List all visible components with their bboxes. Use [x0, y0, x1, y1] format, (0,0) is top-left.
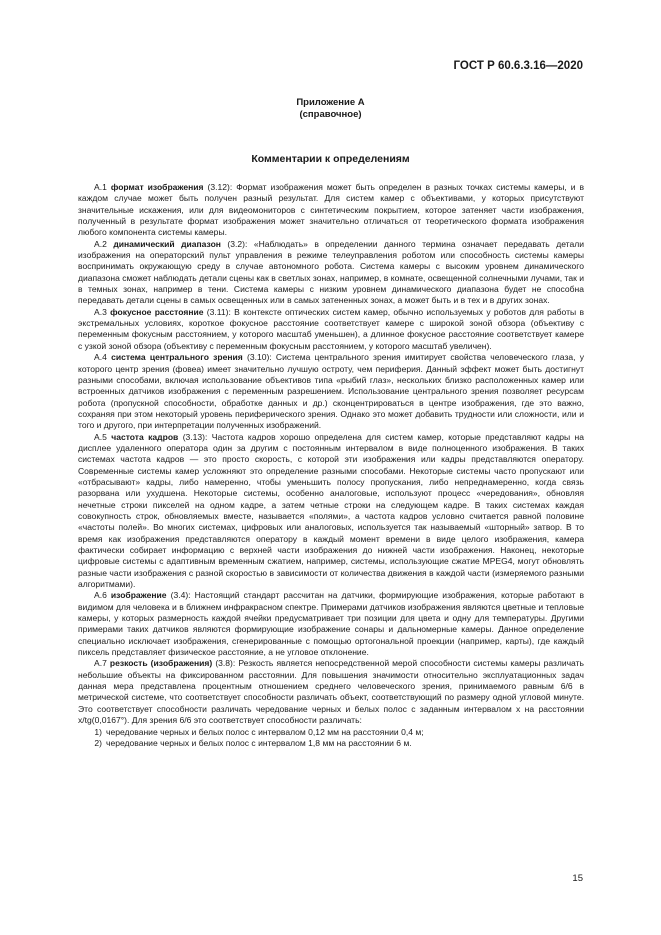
defined-term: динамический диапазон — [113, 238, 221, 249]
list-item-number: 1) — [94, 726, 102, 737]
list-item — [78, 727, 584, 738]
standard-designation: ГОСТ Р 60.6.3.16—2020 — [453, 60, 583, 72]
defined-term: система центрального зрения — [111, 352, 243, 363]
paragraph-text: (3.8): Резкость является непосредственной мерой способности системы камеры различать небольшие объекты на фиксированном расстоянии. Для повышения значимости относительно эксплуатационных задач данная мера представлена процентным отношением среднего человеческого зрения, принимаемого равным 6/6 в метрической системе, что соответствует способности различать объект, соответствующий по размеру одной угловой минуте. Это соответствует способности различать чередование черных и белых полос с заданным интервалом x на расстоянии x/tg(0,0167°). Для зрения 6/6 это соответствует способности различать: — [78, 658, 584, 726]
appendix-title: Приложение А — [296, 97, 365, 108]
paragraph-a4 — [78, 352, 584, 431]
paragraph-a1 — [78, 182, 584, 239]
list-item — [78, 738, 584, 749]
appendix-subtitle: (справочное) — [299, 109, 362, 120]
defined-term: резкость (изображения) — [109, 658, 213, 669]
defined-term: формат изображения — [110, 182, 204, 192]
clause-number: А.7 — [94, 658, 107, 669]
paragraph-a3 — [78, 307, 584, 352]
list-item-number: 2) — [94, 737, 102, 748]
defined-term: частота кадров — [111, 431, 179, 442]
clause-number: А.1 — [94, 182, 107, 192]
list-item-text: чередование черных и белых полос с интервалом 0,12 мм на расстоянии 0,4 м; — [106, 726, 424, 737]
paragraph-text: (3.4): Настоящий стандарт рассчитан на датчики, формирующие изображения, которые работают в видимом для человека и в ближнем инфракрасном спектре. Примерами датчиков изображения являются цветные и тепловые камеры, у которых размерность каждой ячейки предусматривает три позиции для цвета и одну для температуры. Другими примерами таких датчиков являются формирующие изображение сонары и дальномерные камеры. Данное определение специально исключает изображения, сгенерированные с помощью ортогональной проекции (например, карты), где каждый пиксель представляет физическое расстояние, а не угловое отклонение. — [78, 590, 585, 658]
paragraph-text: (3.11): В контексте оптических систем камер, обычно используемых у роботов для работы в экстремальных условиях, короткое фокусное расстояние соответствует камере с широкой зоной обзора (объективу с переменным фокусным расстоянием, у которого масштаб уменьшен), а длинное фокусное расстояние соответствует камере с узкой зоной обзора (объективу с переменным фокусным расстоянием, у которого масштаб увеличен). — [78, 306, 584, 351]
list-item-text: чередование черных и белых полос с интервалом 1,8 мм на расстоянии 6 м. — [106, 737, 412, 748]
defined-term: изображение — [110, 590, 167, 601]
paragraph-a5 — [78, 432, 584, 591]
section-title: Комментарии к определениям — [251, 153, 410, 165]
document-body — [78, 182, 584, 749]
defined-term: фокусное расстояние — [110, 306, 204, 317]
clause-number: А.2 — [94, 238, 107, 249]
paragraph-text: (3.10): Система центрального зрения имитирует свойства человеческого глаза, у которого центр зрения (фовеа) имеет значительно лучшую остроту, чем периферия. Данный эффект может быть достигнут разными способами, включая использование объективов типа «рыбий глаз», нескольких близко расположенных камер или встроенных датчиков изображения с переменным разрешением. Использование центрального зрения позволяет ресурсам робота (пропускной способности, обработке данных и др.) сконцентрироваться в центре изображения, где это важно, сохраняя при этом некоторый уровень периферического зрения. Однако это может добавить трудности или сложности, или и того и другого, при интерпретации полученных изображений. — [78, 352, 584, 431]
clause-number: А.5 — [94, 431, 107, 442]
clause-number: А.6 — [94, 590, 107, 601]
appendix-heading — [0, 97, 661, 121]
paragraph-a2 — [78, 239, 584, 307]
clause-number: А.4 — [94, 352, 107, 363]
paragraph-text: (3.2): «Наблюдать» в определении данного термина означает передавать детали изображения на операторский пульт управления в режиме телеуправления роботом или способность системы камеры воспринимать окружающую среду в случае автономного робота. Система камеры с высоким уровнем динамического диапазона сможет наблюдать детали сцены как в светлых зонах, например, в комнате, освещенной солнечными лучами, так и в темных зонах, например в тени. Система камеры с низким уровнем динамического диапазона будет не способна передавать детали сцены в самых освещенных или в самых затененных зонах, а может быть и в тех и в других зонах. — [78, 238, 584, 306]
paragraph-text: (3.13): Частота кадров хорошо определена для систем камер, которые представляют кадры на дисплее удаленного оператора один за другим с постоянным интервалом в виде полноценного изображения. В таких системах частота кадров — это просто скорость, с которой эти изображения или кадры представляются оператору. Современные системы камер усложняют это определение разными способами. Некоторые системы часто пропускают или «отбрасывают» кадры, либо намеренно, чтобы уменьшить полосу пропускания, либо непреднамеренно, когда связь разорвана или ухудшена. Некоторые системы, особенно аналоговые, используют процесс «чередования», обновляя нечетные строки пикселей на одном кадре, а затем четные строки на следующем кадре. В таких системах каждая совокупность строк, обновляемых вместе, называется «полями», а частота кадров условно считается равной половине «частоты полей». Во многих системах, цифровых или аналоговых, используется так называемый «шторный» затвор. В то время как изображения представляются оператору в каждый момент времени в виде целого изображения, камера фактически собирает информацию с верхней части изображения до нижней части изображения. Наконец, некоторые цифровые системы с адаптивным временным сжатием, например, системы, использующие сжатие MPEG4, могут обновлять разные части изображения с разной скоростью в зависимости от количества движения в каждой части (измеряемого разными алгоритмами). — [78, 431, 584, 590]
resolution-list — [78, 727, 584, 750]
paragraph-a7 — [78, 658, 584, 726]
clause-number: А.3 — [94, 306, 107, 317]
page-number: 15 — [572, 873, 583, 884]
paragraph-text: (3.12): Формат изображения может быть определен в разных точках системы камеры, и в каждом случае может быть получен разный результат. Для систем камер с объективами, у которых присутствуют значительные искажения, или для видеомониторов с синтетическим покрытием, которое затеняет части изображения, полученный в результате формат изображения может значительно отличаться от теоретического формата изображения любого компонента системы камеры. — [78, 182, 584, 238]
paragraph-a6 — [78, 590, 584, 658]
